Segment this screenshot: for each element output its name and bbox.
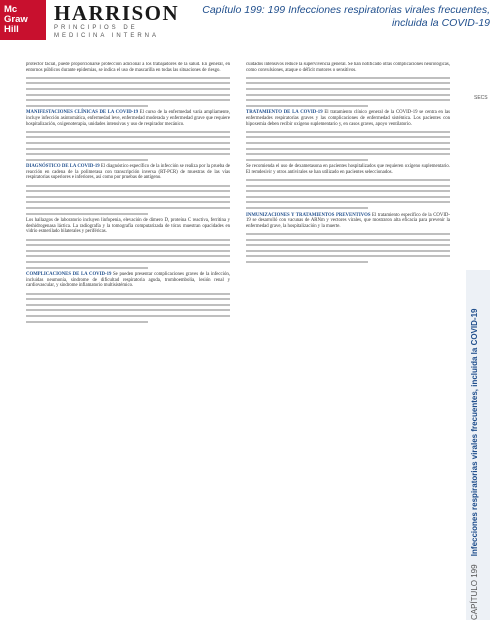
paragraph-text: Se pueden presentar complicaciones graves de la infección, incluidas neumonía, síndrome de dificultad respiratoria aguda, tromboembolia, lesión renal y cardiovascular, y síndrome inflamatorio multisistémico. <box>26 272 230 289</box>
paragraph-text: Se recomienda el uso de dexametasona en pacientes hospitalizados que requieren oxígeno suplementario. El remdesivir y otros antivirales se han utilizado en pacientes seleccionados. <box>246 164 450 175</box>
text-line <box>26 239 230 241</box>
brand-subtitle-2: MEDICINA INTERNA <box>54 33 160 39</box>
text-line <box>26 293 230 295</box>
paragraph <box>26 272 230 289</box>
brand-subtitle-1: PRINCIPIOS DE <box>54 25 138 31</box>
text-line <box>246 136 450 138</box>
text-line <box>26 131 230 133</box>
text-line <box>246 207 368 209</box>
brand-title: HARRISON <box>54 1 180 25</box>
paragraph-text: El diagnóstico específico de la infección se realiza por la prueba de reacción en cadena de la polimerasa con transcripción inversa (RT-PCR) de muestras de las vías respiratorias superiores e inferiores, así como por pruebas de antígeno. <box>26 164 230 181</box>
text-line <box>246 88 450 90</box>
text-line <box>26 207 230 209</box>
left-column <box>26 62 230 622</box>
page-body <box>26 62 462 628</box>
text-line <box>246 159 368 161</box>
text-line <box>246 94 450 96</box>
paragraph <box>26 218 230 235</box>
section-heading: DIAGNÓSTICO DE LA COVID-19 <box>26 164 100 170</box>
paragraph-text: El tratamiento clínico general de la COVID-19 se centra en las enfermedades respiratorias graves y las complicaciones de enfermedad sistémica. Los pacientes con hipoxemia deben recibir oxígeno suplementario y, en casos graves, apoyo ventilatorio. <box>246 110 450 127</box>
text-line <box>26 99 230 101</box>
section-heading: COMPLICACIONES DE LA COVID-19 <box>26 272 112 278</box>
text-line <box>246 77 450 79</box>
brand <box>54 2 179 40</box>
text-line <box>26 267 148 269</box>
text-line <box>246 244 450 246</box>
text-line <box>26 136 230 138</box>
text-line <box>246 201 450 203</box>
paragraph <box>26 62 230 73</box>
text-line <box>26 201 230 203</box>
text-line <box>26 190 230 192</box>
text-line <box>26 77 230 79</box>
paragraph-text: El tratamiento específico de la COVID-19 se desarrolló con vacunas de ARNm y vectores virales, que mostraron alta eficacia para prevenir la enfermedad grave, la hospitalización y la muerte. <box>246 212 450 229</box>
text-line <box>246 185 450 187</box>
text-line <box>26 105 148 107</box>
text-line <box>26 88 230 90</box>
paragraph <box>26 110 230 127</box>
text-line <box>246 196 450 198</box>
text-line <box>246 250 450 252</box>
text-line <box>246 255 450 257</box>
logo-line: Graw <box>4 14 28 25</box>
text-line <box>246 148 450 150</box>
paragraph <box>26 164 230 181</box>
text-line <box>26 153 230 155</box>
text-line <box>26 261 230 263</box>
text-line <box>26 148 230 150</box>
text-line <box>26 309 230 311</box>
logo-line: Mc <box>4 4 18 15</box>
text-line <box>246 105 368 107</box>
text-line <box>246 190 450 192</box>
side-chapter-title: Infecciones respiratorias virales frecuentes, incluida la COVID-19 <box>470 308 479 557</box>
paragraph-text: Los hallazgos de laboratorio incluyen linfopenia, elevación de dímero D, proteína C reactiva, ferritina y deshidrogenasa láctica. La radiografía y la tomografía computarizada de tórax muestran opacidades en vidrio esmerilado bilaterales y periféricas. <box>26 218 230 235</box>
mcgraw-hill-logo <box>0 0 46 40</box>
page-header <box>0 0 502 48</box>
paragraph <box>246 62 450 73</box>
chapter-title-line: Capítulo 199: 199 Infecciones respiratorias virales frecuentes, <box>202 4 490 16</box>
logo-line: Hill <box>4 24 19 35</box>
text-line <box>26 185 230 187</box>
section-heading: MANIFESTACIONES CLÍNICAS DE LA COVID-19 <box>26 110 139 116</box>
side-chapter-number: CAPÍTULO 199 <box>470 564 479 620</box>
text-line <box>26 244 230 246</box>
text-line <box>26 213 148 215</box>
text-line <box>26 321 148 323</box>
text-line <box>246 142 450 144</box>
paragraph-text: El curso de la enfermedad varía ampliamente, incluye infección asintomática, enfermedad leve, enfermedad moderada y enfermedad grave que requiere hospitalización, oxigenoterapia, unidades intensivas y uso de respirador mecánico. <box>26 110 230 127</box>
section-heading: INMUNIZACIONES Y TRATAMIENTOS PREVENTIVOS <box>246 212 371 218</box>
text-line <box>26 304 230 306</box>
paragraph-text: cuidados intensivos reduce la supervivencia general. Se han notificado otras complicaciones neurológicas, como convulsiones, ataque o déficit motores o sensitivos. <box>246 62 450 73</box>
text-line <box>246 233 450 235</box>
paragraph <box>246 213 450 230</box>
paragraph <box>246 110 450 127</box>
text-line <box>26 298 230 300</box>
text-line <box>26 315 230 317</box>
text-line <box>26 255 230 257</box>
text-line <box>26 196 230 198</box>
paragraph-text: protector facial, puede proporcionarse protección adicional a los trabajadores de la salud. En general, en entornos públicos durante epidemias, se indica el uso de mascarilla en todas las situaciones de riesgo. <box>26 62 230 73</box>
text-line <box>26 82 230 84</box>
side-label: SECS <box>474 95 488 101</box>
text-line <box>26 142 230 144</box>
section-heading: TRATAMIENTO DE LA COVID-19 <box>246 110 323 116</box>
right-column <box>246 62 450 622</box>
chapter-title-line: incluida la COVID-19 <box>391 17 490 29</box>
text-line <box>246 99 450 101</box>
text-line <box>26 159 148 161</box>
text-line <box>246 239 450 241</box>
text-line <box>246 179 450 181</box>
text-line <box>246 82 450 84</box>
text-line <box>26 250 230 252</box>
chapter-title <box>190 4 490 30</box>
paragraph <box>246 164 450 175</box>
text-line <box>246 153 450 155</box>
text-line <box>26 94 230 96</box>
text-line <box>246 131 450 133</box>
side-chapter-label <box>470 309 479 620</box>
text-line <box>246 261 368 263</box>
